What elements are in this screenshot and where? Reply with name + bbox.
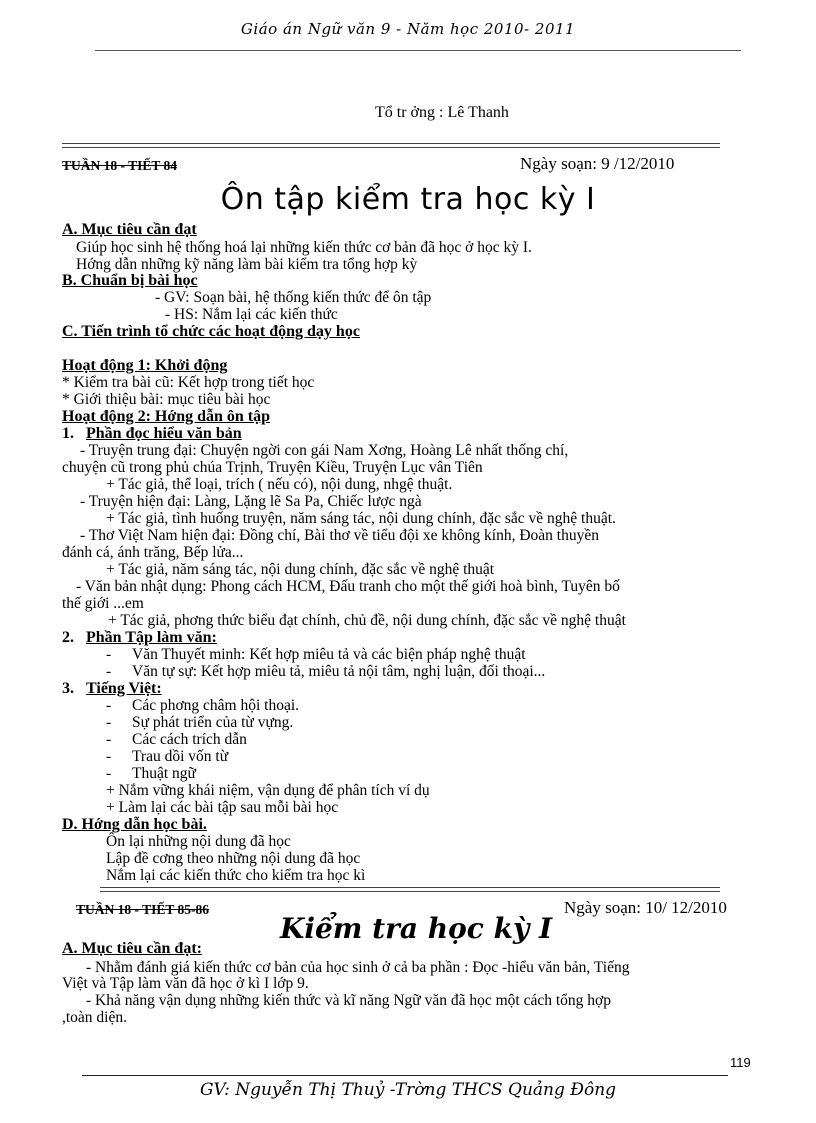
part-1-heading <box>62 425 242 442</box>
activity-2 <box>62 408 270 425</box>
list-item: - Trau dồi vốn từ <box>106 748 229 765</box>
section-divider-top <box>62 143 720 148</box>
lesson1-d2: Lập đề cơng theo những nội dung đã học <box>106 850 361 867</box>
lesson1-section-d: D. Hớng dẫn học bài. <box>62 816 207 833</box>
part-1-line-11: + Tác giả, phơng thức biểu đạt chính, chủ đề, nội dung chính, đặc sắc về nghệ thuật <box>108 612 626 629</box>
team-leader: Tổ tr ởng : Lê Thanh <box>375 104 509 121</box>
lesson1-b2: - HS: Nắm lại các kiến thức <box>165 306 338 323</box>
part-2-heading <box>62 629 217 646</box>
activity-2-label: Hoạt động 2: Hớng dẫn ôn tập <box>62 408 271 425</box>
lesson1-d1: Ôn lại những nội dung đã học <box>106 833 291 850</box>
lesson1-a1: Giúp học sinh hệ thống hoá lại những kiến thức cơ bản đã học ở học kỳ I. <box>76 239 532 256</box>
lesson1-week: TUẦN 18 - TIẾT 84 <box>62 158 178 173</box>
part-2-number: 2. <box>62 629 74 646</box>
part-1-line-3: + Tác giả, thể loại, trích ( nếu có), nội dung, nhgệ thuật. <box>106 476 453 493</box>
part-1-line-6: - Thơ Việt Nam hiện đại: Đồng chí, Bài thơ về tiểu đội xe không kính, Đoàn thuyền <box>80 527 599 544</box>
page-number: 119 <box>730 1055 751 1070</box>
part-1-line-9: - Văn bản nhật dụng: Phong cách HCM, Đấu tranh cho một thế giới hoà bình, Tuyên bố <box>76 578 620 595</box>
lesson1-section-b: B. Chuẩn bị bài học <box>62 272 198 289</box>
lesson1-section-a: A. Mục tiêu cần đạt <box>62 221 197 238</box>
part-2-line-1-text: Văn Thuyết minh: Kết hợp miêu tả và các biện pháp nghệ thuật <box>132 646 526 663</box>
part-3-number: 3. <box>62 680 74 697</box>
lesson2-section-a: A. Mục tiêu cần đạt: <box>62 940 202 957</box>
teacher-signature: GV: Nguyễn Thị Thuỷ -Trờng THCS Quảng Đông <box>199 1080 617 1100</box>
part-2-line-1: - Văn Thuyết minh: Kết hợp miêu tả và các biện pháp nghệ thuật <box>106 646 526 663</box>
lesson2-a2: Việt và Tập làm văn đã học ở kì I lớp 9. <box>62 975 309 992</box>
part-1-line-5: + Tác giả, tình huống truyện, năm sáng tác, nội dung chính, đặc sắc về nghệ thuật. <box>106 510 616 527</box>
lesson1-title: Ôn tập kiểm tra học kỳ I <box>220 182 596 217</box>
list-item: - Các cách trích dẫn <box>106 731 247 748</box>
part-1-line-2: chuyện cũ trong phủ chúa Trịnh, Truyện Kiều, Truyện Lục vân Tiên <box>62 459 483 476</box>
activity-1-label: Hoạt động 1: Khởi động <box>62 357 228 374</box>
part-1-line-1: - Truyện trung đại: Chuyện ngời con gái Nam Xơng, Hoàng Lê nhất thống chí, <box>80 442 569 459</box>
part-1-line-8: + Tác giả, năm sáng tác, nội dung chính, đặc sắc về nghệ thuật <box>106 561 495 578</box>
part-1-line-7: đánh cá, ánh trăng, Bếp lửa... <box>62 544 244 561</box>
lesson1-section-c: C. Tiến trình tổ chức các hoạt động dạy học <box>62 323 360 340</box>
part-1-line-10: thế giới ...em <box>62 595 144 612</box>
list-item-text: Trau dồi vốn từ <box>132 748 229 765</box>
header-divider <box>95 50 741 51</box>
part-2-line-2: - Văn tự sự: Kết hợp miêu tả, miêu tả nội tâm, nghị luận, đối thoại... <box>106 663 546 680</box>
list-item: - Sự phát triển của từ vựng. <box>106 714 294 731</box>
lesson1-b1: - GV: Soạn bài, hệ thống kiến thức để ôn tập <box>155 289 432 306</box>
lesson2-a1: - Nhằm đánh giá kiến thức cơ bản của học sinh ở cả ba phần : Đọc -hiểu văn bản, Tiếng <box>86 959 630 976</box>
part-2-line-2-text: Văn tự sự: Kết hợp miêu tả, miêu tả nội tâm, nghị luận, đối thoại... <box>132 663 546 680</box>
list-item: - Các phơng châm hội thoại. <box>106 697 300 714</box>
activity-1-item-a: * Kiểm tra bài cũ: Kết hợp trong tiết học <box>62 374 315 391</box>
part-1-title: Phần đọc hiểu văn bản <box>86 425 242 442</box>
section-divider-middle <box>100 887 720 892</box>
list-item: - Thuật ngữ <box>106 765 196 782</box>
lesson1-date: Ngày soạn: 9 /12/2010 <box>520 154 675 173</box>
part-1-line-4: - Truyện hiện đại: Làng, Lặng lẽ Sa Pa, Chiếc lược ngà <box>80 493 422 510</box>
lesson2-a4: ,toàn diện. <box>62 1009 127 1026</box>
list-item-text: Các cách trích dẫn <box>132 731 247 748</box>
activity-1-item-b: * Giới thiệu bài: mục tiêu bài học <box>62 391 271 408</box>
part-3-plus-1: + Nắm vững khái niệm, vận dụng để phân tích ví dụ <box>106 782 430 799</box>
running-title: Giáo án Ngữ văn 9 - Năm học 2010- 2011 <box>240 20 576 38</box>
lesson2-date: Ngày soạn: 10/ 12/2010 <box>564 898 727 917</box>
list-item-text: Sự phát triển của từ vựng. <box>132 714 294 731</box>
part-3-title: Tiếng Việt: <box>86 680 162 697</box>
part-2-title: Phần Tập làm văn: <box>86 629 217 646</box>
lesson2-title: Kiểm tra học kỳ I <box>280 912 553 945</box>
footer-divider <box>82 1075 728 1076</box>
list-item-text: Các phơng châm hội thoại. <box>132 697 300 714</box>
lesson1-a2: Hớng dẫn những kỹ năng làm bài kiểm tra tổng hợp kỳ <box>76 256 418 273</box>
part-1-number: 1. <box>62 425 74 442</box>
activity-1 <box>62 357 227 374</box>
lesson1-d3: Nắm lại các kiến thức cho kiểm tra học kì <box>106 867 366 884</box>
list-item-text: Thuật ngữ <box>132 765 196 782</box>
part-3-plus-2: + Làm lại các bài tập sau mỗi bài học <box>106 799 339 816</box>
lesson2-week: TUẦN 18 - TIẾT 85-86 <box>76 902 210 917</box>
lesson2-a3: - Khả năng vận dụng những kiến thức và kĩ năng Ngữ văn đã học một cách tổng hợp <box>86 992 611 1009</box>
part-3-heading <box>62 680 162 697</box>
